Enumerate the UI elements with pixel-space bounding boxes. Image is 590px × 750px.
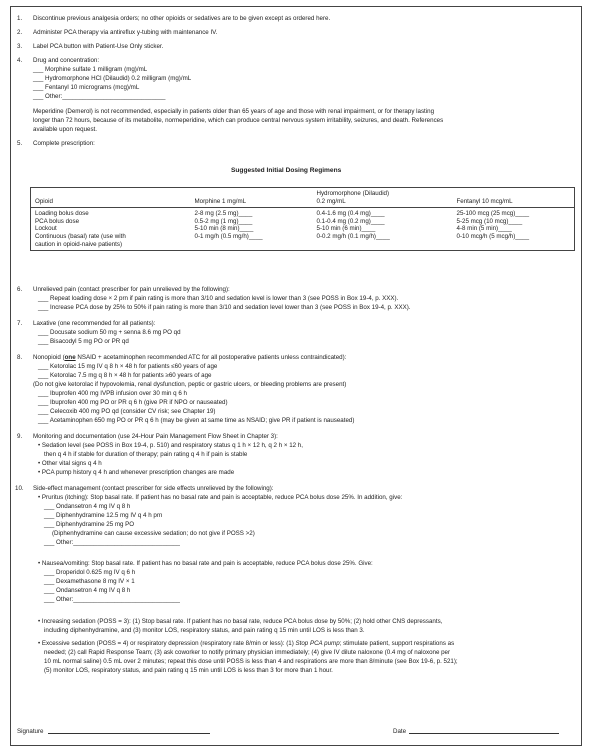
dosing-table xyxy=(30,187,575,251)
item-1-text: Discontinue previous analgesia orders; no other opioids or sedatives are to be given except as ordered here. xyxy=(33,15,331,22)
diphenhydramine-note: (Diphenhydramine can cause excessive sedation; do not give if POSS >2) xyxy=(52,530,255,537)
item-8-post: NSAID + acetaminophen recommended ATC for all postoperative patients unless contraindicated): xyxy=(75,354,347,361)
item-number: 9. xyxy=(17,433,23,440)
signature-label: Signature xyxy=(17,728,44,735)
order-option[interactable]: ___ Ketorolac 7.5 mg q 8 h × 48 h for patients ≥60 years of age xyxy=(38,372,212,379)
table-cell[interactable]: 2-8 mg (2.5 mg)____ xyxy=(194,210,253,218)
table-cell[interactable]: 5-25 mcg (10 mcg)____ xyxy=(456,217,523,225)
item-7-text: Laxative (one recommended for all patients): xyxy=(33,320,156,327)
table-cell: Loading bolus dose xyxy=(35,210,89,218)
table-cell[interactable]: 0-0.2 mg/h (0.1 mg/h)____ xyxy=(316,232,390,240)
drug-option[interactable]: ___ Fentanyl 10 micrograms (mcg)/mL xyxy=(33,84,140,91)
monitoring-bullet: • PCA pump history q 4 h and whenever prescription changes are made xyxy=(38,469,235,476)
meperidine-note: Meperidine (Demerol) is not recommended, especially in patients older than 65 years of age and those with renal impairment, or for therapy lasting xyxy=(33,108,435,115)
header-hydromorphone-name: Hydromorphone (Dilaudid) xyxy=(316,190,390,197)
order-option[interactable]: ___ Ondansetron 4 mg IV q 8 h xyxy=(44,587,131,594)
order-option[interactable]: ___ Ketorolac 15 mg IV q 8 h × 48 h for patients ≤60 years of age xyxy=(38,363,218,370)
meperidine-note: longer than 72 hours, because of its metabolite, normeperidine, which can produce central nervous system irritability, seizures, and death. References xyxy=(33,117,444,124)
table-cell: caution in opioid-naive patients) xyxy=(35,240,123,248)
item-8-text xyxy=(33,354,346,362)
order-option[interactable]: ___ Diphenhydramine 12.5 mg IV q 4 h prn xyxy=(44,512,163,519)
order-option[interactable]: ___ Ibuprofen 400 mg IVPB infusion over 30 min q 6 h xyxy=(38,390,187,397)
date-label: Date xyxy=(393,728,407,735)
ketorolac-note: (Do not give ketorolac if hypovolemia, renal dysfunction, peptic or gastric ulcers, or bleeding problems are present) xyxy=(33,381,347,388)
excessive-sedation-bullet xyxy=(38,640,454,648)
table-cell[interactable]: 25-100 mcg (25 mcg)____ xyxy=(456,210,530,218)
item-9-text: Monitoring and documentation (use 24-Hour Pain Management Flow Sheet in Chapter 3): xyxy=(33,433,278,440)
header-fentanyl: Fentanyl 10 mcg/mL xyxy=(453,188,575,208)
item-number: 1. xyxy=(17,15,23,22)
item-6-text: Unrelieved pain (contact prescriber for pain unrelieved by the following): xyxy=(33,286,230,293)
order-option[interactable]: ___ Dexamethasone 8 mg IV × 1 xyxy=(44,578,135,585)
order-option-other[interactable]: ___ Other:_______________________________ xyxy=(44,596,180,603)
meperidine-note: available upon request. xyxy=(33,126,97,133)
header-hydromorphone xyxy=(313,188,453,208)
item-number: 2. xyxy=(17,29,23,36)
monitoring-bullet-cont: then q 4 h if stable for duration of therapy; pain rating q 4 h if pain is stable xyxy=(44,451,248,458)
table-row xyxy=(31,208,575,218)
order-option-other[interactable]: ___ Other:_______________________________ xyxy=(44,539,180,546)
order-option[interactable]: ___ Docusate sodium 50 mg + senna 8.6 mg PO qd xyxy=(38,329,181,336)
drug-option[interactable]: ___ Hydromorphone HCl (Dilaudid) 0.2 milligram (mg)/mL xyxy=(33,75,192,82)
item-number: 4. xyxy=(17,57,23,64)
date-field[interactable] xyxy=(409,733,559,734)
order-option[interactable]: ___ Droperidol 0.625 mg IV q 6 h xyxy=(44,569,136,576)
excessive-sedation-part: • Excessive sedation (POSS = 4) or respiratory depression (respiratory rate 8/min or less): (1) xyxy=(38,640,296,647)
drug-option-other[interactable]: ___ Other:______________________________ xyxy=(33,93,166,100)
table-cell[interactable]: 5-10 min (6 min)____ xyxy=(316,225,376,233)
table-cell: PCA bolus dose xyxy=(35,217,80,225)
nausea-bullet: • Nausea/vomiting: Stop basal rate. If patient has no basal rate and pain is acceptable, reduce PCA bolus dose 25%. Give: xyxy=(38,560,373,567)
table-header-row xyxy=(31,188,575,208)
order-option[interactable]: ___ Ibuprofen 400 mg PO or PR q 6 h (give PR if NPO or nauseated) xyxy=(38,399,228,406)
table-row xyxy=(31,241,575,251)
order-option[interactable]: ___ Ondansetron 4 mg IV q 8 h xyxy=(44,503,131,510)
item-3-text: Label PCA button with Patient-Use Only sticker. xyxy=(33,43,164,50)
excessive-sedation-cont: (5) monitor LOS, respiratory status, and pain rating q 15 min until LOS is less than 3 for more than 1 hour. xyxy=(44,667,333,674)
table-cell xyxy=(453,241,575,251)
table-row xyxy=(31,233,575,241)
item-number: 10. xyxy=(15,485,24,492)
table-cell: Lockout xyxy=(35,225,57,233)
sedation-bullet: • Increasing sedation (POSS = 3): (1) Stop basal rate. If patient has no basal rate, reduce PCA bolus dose by 50%; (2) hold other CNS depressants, xyxy=(38,618,443,625)
order-option[interactable]: ___ Repeat loading dose × 2 prn if pain rating is more than 3/10 and sedation level is lower than 3 (see POSS in Box 19-4, p. XXX). xyxy=(38,295,399,302)
excessive-sedation-cont: 10 mL normal saline) 0.5 mL over 2 minutes; repeat this dose until POSS is less than 4 and respirations are more than 8/minute (see Box 19-6, p. 521); xyxy=(44,658,458,665)
item-number: 5. xyxy=(17,140,23,147)
table-cell[interactable]: 0-1 mg/h (0.5 mg/h)____ xyxy=(194,232,263,240)
order-option[interactable]: ___ Celecoxib 400 mg PO qd (consider CV risk; see Chapter 19) xyxy=(38,408,216,415)
header-hydromorphone-conc: 0.2 mg/mL xyxy=(316,197,346,205)
table-title: Suggested Initial Dosing Regimens xyxy=(231,167,342,174)
drug-option[interactable]: ___ Morphine sulfate 1 milligram (mg)/mL xyxy=(33,66,148,73)
signature-field[interactable] xyxy=(48,733,210,734)
item-number: 3. xyxy=(17,43,23,50)
table-cell[interactable]: 5-10 min (8 min)____ xyxy=(194,225,254,233)
order-option[interactable]: ___ Diphenhydramine 25 mg PO xyxy=(44,521,135,528)
monitoring-bullet: • Other vital signs q 4 h xyxy=(38,460,102,467)
item-2-text: Administer PCA therapy via antireflux y-tubing with maintenance IV. xyxy=(33,29,218,36)
item-8-pre: Nonopioid ( xyxy=(33,354,65,361)
item-5-text: Complete prescription: xyxy=(33,140,95,147)
header-opioid: Opioid xyxy=(31,188,191,208)
table-cell[interactable]: 0.4-1.6 mg (0.4 mg)____ xyxy=(316,210,385,218)
monitoring-bullet: • Sedation level (see POSS in Box 19-4, p. 510) and respiratory status q 1 h × 12 h, q 2 h × 12 h, xyxy=(38,442,303,449)
excessive-sedation-cont: needed; (2) call Rapid Response Team; (3) ask coworker to notify primary physician immediately; (4) give IV dilute naloxone (0.4 mg of naloxone per xyxy=(44,649,451,656)
pruritus-bullet: • Pruritus (itching): Stop basal rate. If patient has no basal rate and pain is acceptable, reduce PCA bolus dose 25%. In addition, give: xyxy=(38,494,403,501)
item-number: 7. xyxy=(17,320,23,327)
order-option[interactable]: ___ Bisacodyl 5 mg PO or PR qd xyxy=(38,338,129,345)
excessive-sedation-part: ; stimulate patient, support respirations as xyxy=(339,640,455,647)
table-cell[interactable]: 0.1-0.4 mg (0.2 mg)____ xyxy=(316,217,385,225)
item-8-one: one xyxy=(64,354,76,361)
table-cell[interactable]: 0.5-2 mg (1 mg)____ xyxy=(194,217,253,225)
item-10-text: Side-effect management (contact prescriber for side effects unrelieved by the following): xyxy=(33,485,274,492)
header-morphine: Morphine 1 mg/mL xyxy=(191,188,313,208)
table-cell[interactable]: 4-8 min (5 min)____ xyxy=(456,225,512,233)
sedation-bullet-cont: including diphenhydramine, and (3) monitor LOS, respiratory status, and pain rating q 15 min until LOS is less than 3. xyxy=(44,627,365,634)
order-option[interactable]: ___ Increase PCA dose by 25% to 50% if pain rating is more than 3/10 and sedation level lower than 3 (see POSS in Box 19-4, p. XXX). xyxy=(38,304,411,311)
table-cell[interactable]: 0-10 mcg/h (5 mcg/h)____ xyxy=(456,232,530,240)
stop-pca-emphasis: Stop PCA pump xyxy=(295,640,340,647)
table-cell xyxy=(191,241,313,251)
item-number: 8. xyxy=(17,354,23,361)
table-cell: Continuous (basal) rate (use with xyxy=(35,232,126,240)
table-cell xyxy=(313,241,453,251)
table-row xyxy=(31,225,575,233)
order-option[interactable]: ___ Acetaminophen 650 mg PO or PR q 6 h (may be given at same time as NSAID; give PR if patient is nauseated) xyxy=(38,417,355,424)
table-row xyxy=(31,218,575,226)
item-4-text: Drug and concentration: xyxy=(33,57,100,64)
item-number: 6. xyxy=(17,286,23,293)
